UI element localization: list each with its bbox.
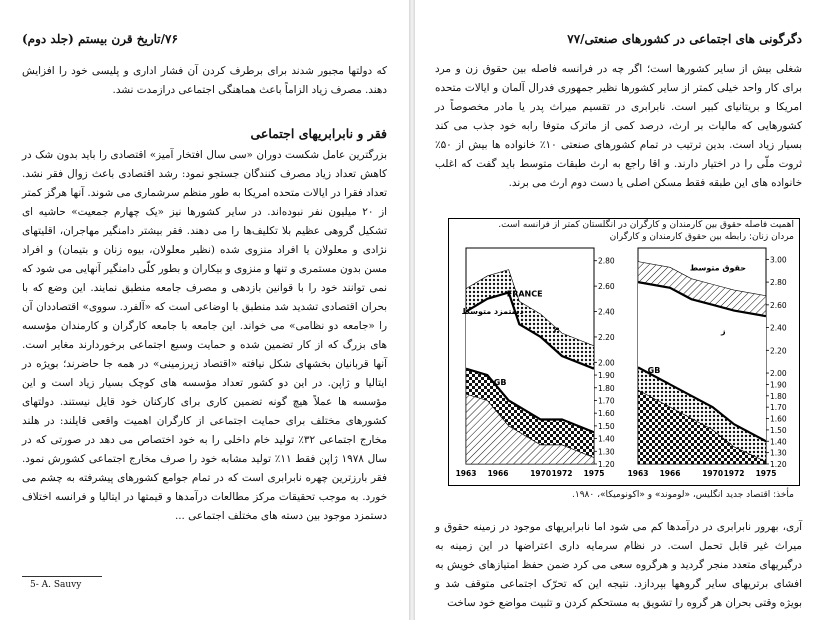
right-panel-xtick-label-0: 1963	[627, 469, 649, 478]
chart-title-line-2: مردان زنان: رابطه بین حقوق کارمندان و کارگران	[609, 232, 794, 242]
left-panel-ytick-label-9: 2.20	[598, 332, 615, 342]
left-panel-label-1: دستمزد متوسط	[461, 307, 524, 317]
page-header-right: دگرگونی های اجتماعی در کشورهای صنعتی/۷۷	[567, 32, 802, 46]
page-header-left: ۷۶/تاریخ قرن بیستم (جلد دوم)	[22, 32, 178, 46]
right-panel-label-0: حقوق متوسط	[689, 263, 747, 273]
left-panel-label-0: FRANCE	[506, 289, 543, 299]
footnote: 5- A. Sauvy	[30, 580, 82, 590]
chart-source: مأخذ: اقتصاد جدید انگلیس، «لوموند» و «اکونومیکا»، ۱۹۸۰.	[572, 490, 794, 500]
right-panel-ytick-label-6: 1.80	[770, 391, 787, 401]
footnote-divider	[22, 576, 102, 577]
left-page	[0, 0, 409, 620]
right-panel-label-2: GB	[647, 366, 661, 376]
right-panel-ytick-label-5: 1.70	[770, 403, 787, 413]
right-panel-ytick-label-11: 2.60	[770, 300, 787, 310]
right-panel-xtick-label-2: 1970	[702, 469, 724, 478]
right-panel-ytick-label-12: 2.80	[770, 278, 787, 288]
right-panel-ytick-label-9: 2.20	[770, 346, 787, 356]
right-panel-ytick-label-2: 1.40	[770, 437, 787, 447]
left-panel-ytick-label-1: 1.30	[598, 447, 615, 457]
left-panel-xtick-label-4: 1975	[583, 469, 605, 478]
left-panel-ytick-label-6: 1.80	[598, 383, 615, 393]
left-panel-label-3: GB	[493, 378, 507, 388]
section-heading: فقر و نابرابریهای اجتماعی	[250, 126, 387, 141]
left-panel-xtick-label-2: 1970	[530, 469, 552, 478]
left-panel-ytick-label-4: 1.60	[598, 409, 615, 419]
right-paragraph-1: شغلی بیش از سایر کشورها است؛ اگر چه در فرانسه فاصله بین حقوق زن و مرد برای کار واحد خیلی کمتر از سایر کشورها نظیر جمهوری فدرال آلمان و ایالات متحده امریکا و بریتانیای کبیر است. نابرابری در تقسیم میراث پدر یا مادر مخصوصاً در کشورهایی که مالیات بر ارث، درصد کمی از ماترک متوفا رابه خود جذب می کند بسیار زیاد است. بدین ترتیب در تمام کشورهای صنعتی ۱۰٪ خانواده ها بیش از ۵۰٪ ثروت ملّی را در اختیار دارند. و اقا راجع به ارث طبقات متوسط باید گفت که اغلب خانواده های این طبقه فقط مسکن اصلی یا دست دوم ارث می برند.	[435, 63, 802, 189]
right-panel-ytick-label-8: 2.00	[770, 369, 787, 379]
left-panel-ytick-label-0: 1.20	[598, 460, 615, 469]
right-paragraph-2: آری، بهرور نابرابری در درآمدها کم می شود اما نابرابریهای موجود در زمینه حقوق و میراث غیر قابل تحمل است. در نظام سرمایه داری اعتراضها در این زمینه به درگیریهای متعدد منجر گردید و هرگروه سعی می کرد ضمن حفظ امتیازهای خویش به افشای برتریهای سایر گروهها بپردازد. نتیجه این که تحرّک اجتماعی متوقف شد و بویژه وقتی بحران هر گروه را تشویق به مستحکم کردن و تثبیت مواضع خود ساخت	[435, 521, 802, 609]
right-panel-xtick-label-4: 1975	[755, 469, 777, 478]
right-panel-xtick-label-1: 1966	[659, 469, 681, 478]
left-panel-ytick-label-8: 2.00	[598, 358, 615, 368]
right-page	[415, 0, 824, 620]
right-panel-label-1: ز	[721, 326, 726, 336]
left-panel-ytick-label-10: 2.40	[598, 307, 615, 317]
left-panel-xtick-label-3: 1972	[551, 469, 573, 478]
right-panel-ytick-label-10: 2.40	[770, 323, 787, 333]
right-panel-ytick-label-7: 1.90	[770, 380, 787, 390]
left-panel-ytick-label-12: 2.80	[598, 256, 615, 266]
left-panel-xtick-label-0: 1963	[455, 469, 477, 478]
right-panel-ytick-label-0: 1.20	[770, 460, 787, 469]
right-panel-xtick-label-3: 1972	[723, 469, 745, 478]
chart-title-line-1: اهمیت فاصله حقوق بین کارمندان و کارگران در انگلستان کمتر از فرانسه است.	[498, 220, 794, 230]
left-panel-ytick-label-5: 1.70	[598, 396, 615, 406]
left-panel-ytick-label-7: 1.90	[598, 371, 615, 381]
left-panel-label-2: م	[553, 323, 560, 333]
chart-svg	[448, 218, 800, 486]
left-panel-ytick-label-3: 1.50	[598, 421, 615, 431]
wage-gap-chart	[448, 218, 800, 486]
left-panel-ytick-label-2: 1.40	[598, 434, 615, 444]
right-panel-ytick-label-3: 1.50	[770, 425, 787, 435]
left-paragraph-1: که دولتها مجبور شدند برای برطرف کردن آن فشار اداری و پلیسی خود را افزایش دهند. مصرف زیاد الزاماً باعث هماهنگی اجتماعی درازمدت نشد.	[22, 65, 387, 96]
left-paragraph-2: بزرگترین عامل شکست دوران «سی سال افتخار آمیز» اقتصادی را باید بدون شک در کاهش تعداد زیاد مصرف کنندگان جستجو نمود: رشد اقتصادی باعث زوال فقر نشد. تعداد فقرا در ایالات متحده امریکا به طور منظم سرشماری می شوند. آنها هرگز کمتر از ۲۰ میلیون نفر نبوده‌اند. در سایر کشورها نیز «یک چهارم جمعیت» حاشیه ای تشکیل گروهی عظیم بلا تکلیف‌ها را می دهند. فقر بیشتر دامنگیر مهاجران، اقلیتهای نژادی و معلولان یا افراد منزوی شده (نظیر معلولان، بیوه زنان و بتیمان) و افراد مسن بدون مستمری و تنها و منزوی و بیکاران و بطور کلّی دامنگیر آنهایی می شود که نمی توانند خود را با قوانین بازدهی و مصرف جامعه منطبق نمایند. این وضع که با بحران اقتصادی تشدید شد منطبق با اوضاعی است که «آلفرد. سووی» اقتصاددان آن را «جامعه دو نظامی» می خواند. این جامعه با جامعه کارگران و کارمندان مؤسسه های بزرگ که از کار تضمین شده و حمایت وسیع اجتماعی برخوردارند مغایر است. آنها قربانیان بخشهای شکل نیافته «اقتصاد زیرزمینی» در همه جا حاضرند؛ بویژه در ایتالیا و ژاپن. در این دو کشور تعداد مؤسسه های کوچک بسیار زیاد است و این مؤسسه ها عملاً هیچ گونه تضمین کاری برای کارکنان خود قایل نیستند. دولتهای کشورهای مختلف برای حمایت اجتماعی از کارگران اهمیت واقعی قایلند: در هلند مخارج اجتماعی ۳۲٪ تولید خام داخلی را به خود اختصاص می دهد در صورتی که در سال ۱۹۷۸ ژاپن فقط ۱۱٪ تولید مشابه خود را صرف مخارج اجتماعی کشورش نمود. فقر بارزترین چهره نابرابری است که در تمام جوامع کشورهای پیشرفته به چشم می خورد. به موجب تحقیقات مرکز مطالعات درآمدها و قیمتها در ایتالیا و فرانسه اختلاف دستمزد موجود بین دسته های مختلف اجتماعی ...	[22, 149, 388, 522]
right-panel-ytick-label-4: 1.60	[770, 414, 787, 424]
left-panel-ytick-label-11: 2.60	[598, 282, 615, 292]
left-panel-xtick-label-1: 1966	[487, 469, 509, 478]
right-panel-ytick-label-13: 3.00	[770, 255, 787, 265]
right-panel-ytick-label-1: 1.30	[770, 448, 787, 458]
